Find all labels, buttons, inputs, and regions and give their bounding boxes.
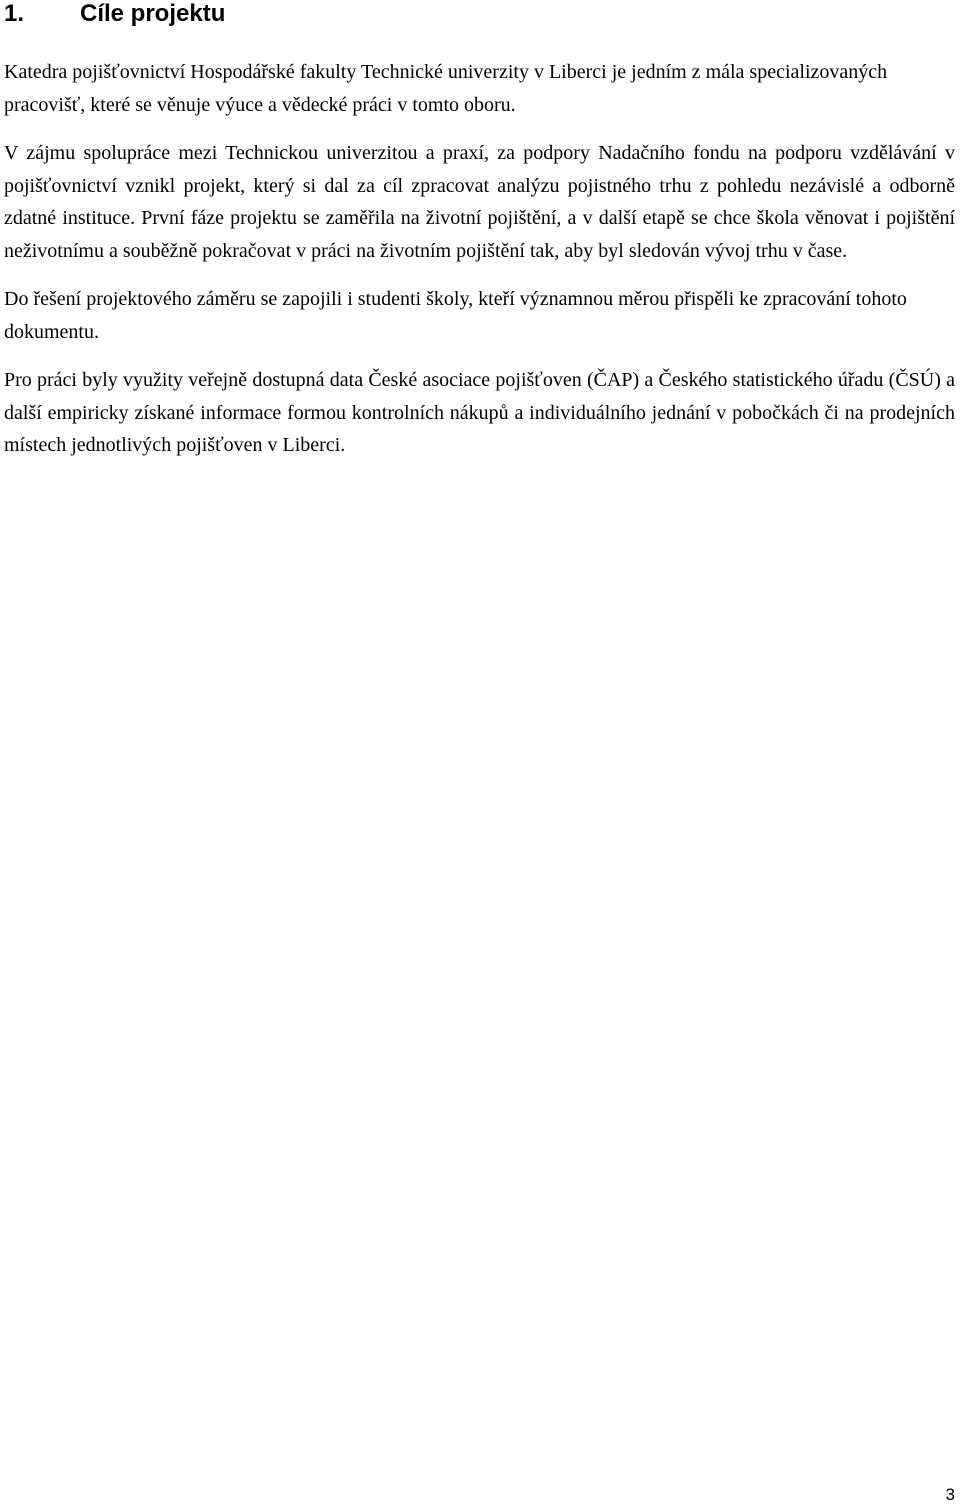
section-heading (4, 0, 225, 30)
section-number: 1. (4, 0, 25, 27)
page-number: 3 (945, 1485, 955, 1504)
paragraph-intro: Katedra pojišťovnictví Hospodářské fakulty Technické univerzity v Liberci je jedním z mála specializovaných pracovišť, které se věnuje výuce a vědecké práci v tomto oboru. (4, 61, 888, 116)
paragraph-students: Do řešení projektového záměru se zapojili i studenti školy, kteří významnou měrou přispěli ke zpracování tohoto dokumentu. (4, 288, 907, 343)
paragraph-project: V zájmu spolupráce mezi Technickou univerzitou a praxí, za podpory Nadačního fondu na podporu vzdělávání v pojišťovnictví vznikl projekt, který si dal za cíl zpracovat analýzu pojistného trhu z pohledu nezávislé a odborně zdatné instituce. První fáze projektu se zaměřila na životní pojištění, a v další etapě se chce škola věnovat i pojištění neživotnímu a souběžně pokračovat v práci na životním pojištění tak, aby byl sledován vývoj trhu v čase. (4, 142, 955, 262)
section-title: Cíle projektu (80, 0, 226, 27)
document-body (4, 56, 955, 478)
paragraph-sources: Pro práci byly využity veřejně dostupná data České asociace pojišťoven (ČAP) a Českého statistického úřadu (ČSÚ) a další empiricky získané informace formou kontrolních nákupů a individuálního jednání v pobočkách či na prodejních místech jednotlivých pojišťoven v Liberci. (4, 369, 955, 456)
